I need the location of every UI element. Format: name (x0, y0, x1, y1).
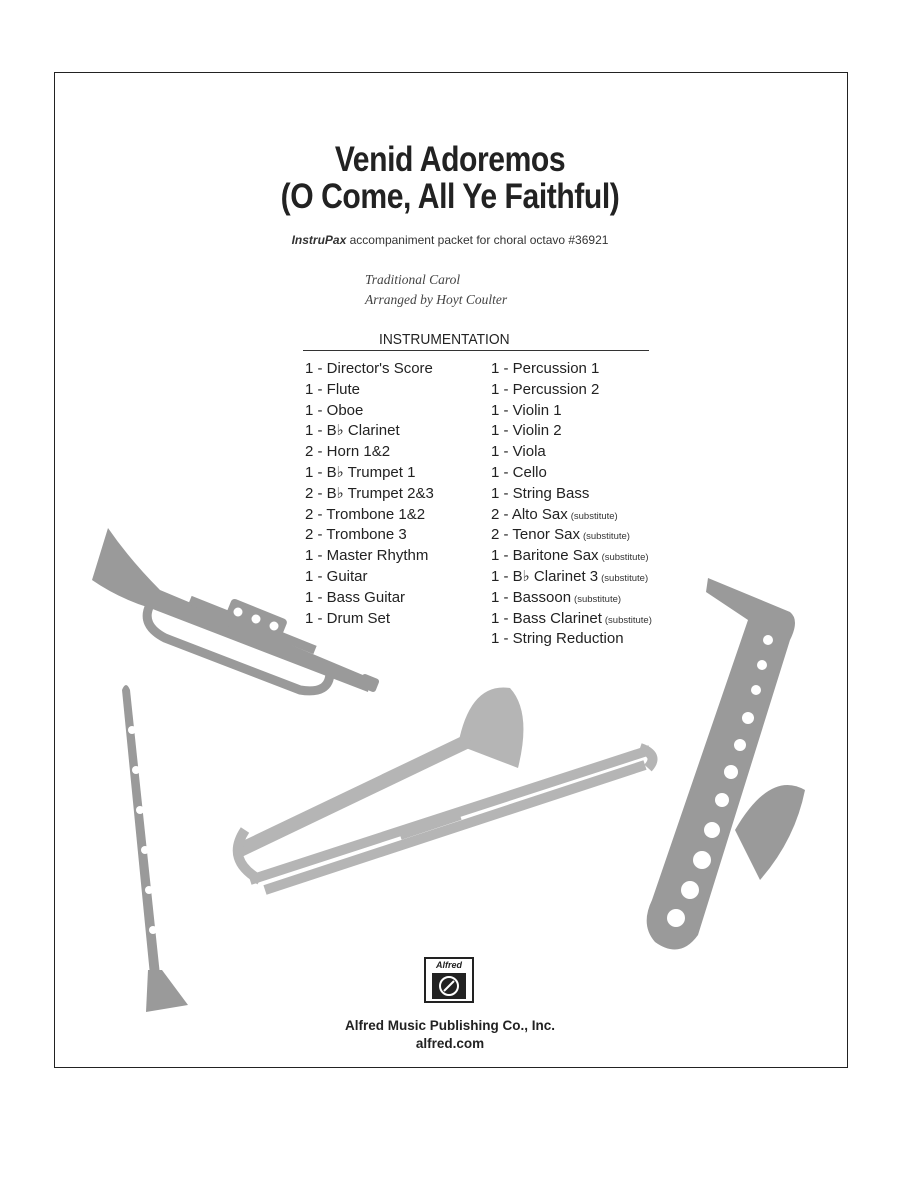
instrument-label: 2 - Tenor Sax (491, 526, 580, 544)
instrument-label: 2 - Horn 1&2 (305, 443, 391, 461)
instrument-item (491, 442, 652, 463)
instrument-label: 2 - B♭ Trumpet 2&3 (305, 484, 434, 502)
instrument-label: 2 - Trombone 3 (305, 526, 407, 544)
instrument-item (491, 629, 652, 650)
instrument-label: 2 - Trombone 1&2 (305, 505, 426, 523)
instrument-item (305, 442, 434, 463)
instrument-label: 1 - Baritone Sax (491, 547, 599, 565)
instrument-item (491, 359, 652, 380)
instrument-label: 1 - Drum Set (305, 609, 391, 627)
instrument-label: 1 - B♭ Trumpet 1 (305, 463, 416, 481)
trombone-icon (238, 687, 653, 890)
instrument-item (491, 505, 652, 526)
instrument-label: 1 - Bass Guitar (305, 588, 406, 606)
instrument-label: 1 - Viola (491, 443, 546, 461)
instrument-label: 1 - Bassoon (491, 588, 572, 606)
instrument-item (305, 359, 434, 380)
title-line-1: Venid Adoremos (334, 140, 566, 179)
subtitle-text: accompaniment packet for choral octavo #36921 (346, 233, 609, 247)
instrument-label: 1 - Flute (305, 380, 361, 398)
instrument-item (305, 525, 434, 546)
instrument-label: 1 - Guitar (305, 567, 368, 585)
instrument-item (305, 401, 434, 422)
packet-subtitle (0, 233, 900, 247)
instrument-label: 1 - Percussion 2 (491, 380, 600, 398)
instrument-label: 1 - Violin 2 (491, 422, 562, 440)
instrument-label: 1 - B♭ Clarinet 3 (491, 567, 599, 585)
clarinet-icon (122, 685, 188, 1012)
substitute-note: (substitute) (574, 593, 622, 605)
alfred-logo (424, 957, 474, 1003)
saxophone-icon (647, 578, 805, 950)
instrument-label: 1 - B♭ Clarinet (305, 422, 400, 440)
logo-text: Alfred (435, 960, 462, 970)
substitute-note: (substitute) (601, 552, 649, 564)
instrument-label: 1 - String Reduction (491, 630, 624, 648)
instrument-item (491, 463, 652, 484)
instrument-label: 1 - Director's Score (305, 360, 433, 377)
music-note-icon (432, 973, 466, 999)
brand-name: InstruPax (291, 233, 347, 247)
instrument-item (305, 609, 434, 630)
instrument-item (491, 421, 652, 442)
instrument-label: 1 - String Bass (491, 484, 590, 502)
instrument-item (491, 525, 652, 546)
substitute-note: (substitute) (601, 572, 649, 584)
instrument-label: 1 - Master Rhythm (305, 547, 429, 565)
instrument-item (491, 401, 652, 422)
instrument-item (305, 421, 434, 442)
instrument-label: 1 - Cello (491, 463, 547, 481)
instrument-item (491, 588, 652, 609)
source-credit: Traditional Carol (365, 272, 461, 287)
instrument-item (305, 588, 434, 609)
instrument-label: 1 - Violin 1 (491, 401, 562, 419)
instrument-item (305, 505, 434, 526)
instrument-item (491, 567, 652, 588)
instrument-item (491, 546, 652, 567)
instrumentation-heading: INSTRUMENTATION (379, 331, 510, 348)
instrument-item (305, 463, 434, 484)
instrument-item (305, 484, 434, 505)
publisher-name: Alfred Music Publishing Co., Inc. (344, 1018, 555, 1033)
instrument-item (491, 380, 652, 401)
substitute-note: (substitute) (582, 531, 630, 543)
instrument-item (491, 609, 652, 630)
arranger-credit: Arranged by Hoyt Coulter (365, 292, 508, 307)
instrument-label: 1 - Percussion 1 (491, 360, 600, 377)
instrumentation-list-right (491, 359, 652, 650)
instrument-label: 1 - Bass Clarinet (491, 609, 602, 627)
instrument-item (491, 484, 652, 505)
publisher-website[interactable]: alfred.com (415, 1036, 485, 1051)
instrument-label: 1 - Oboe (305, 401, 364, 419)
instrument-label: 2 - Alto Sax (491, 505, 568, 523)
instrument-item (305, 380, 434, 401)
instrument-item (305, 546, 434, 567)
substitute-note: (substitute) (570, 510, 618, 522)
instrument-item (305, 567, 434, 588)
substitute-note: (substitute) (604, 614, 652, 626)
instrumentation-list-left (305, 359, 434, 629)
title-line-2: (O Come, All Ye Faithful) (280, 177, 620, 216)
heading-divider (303, 350, 649, 351)
